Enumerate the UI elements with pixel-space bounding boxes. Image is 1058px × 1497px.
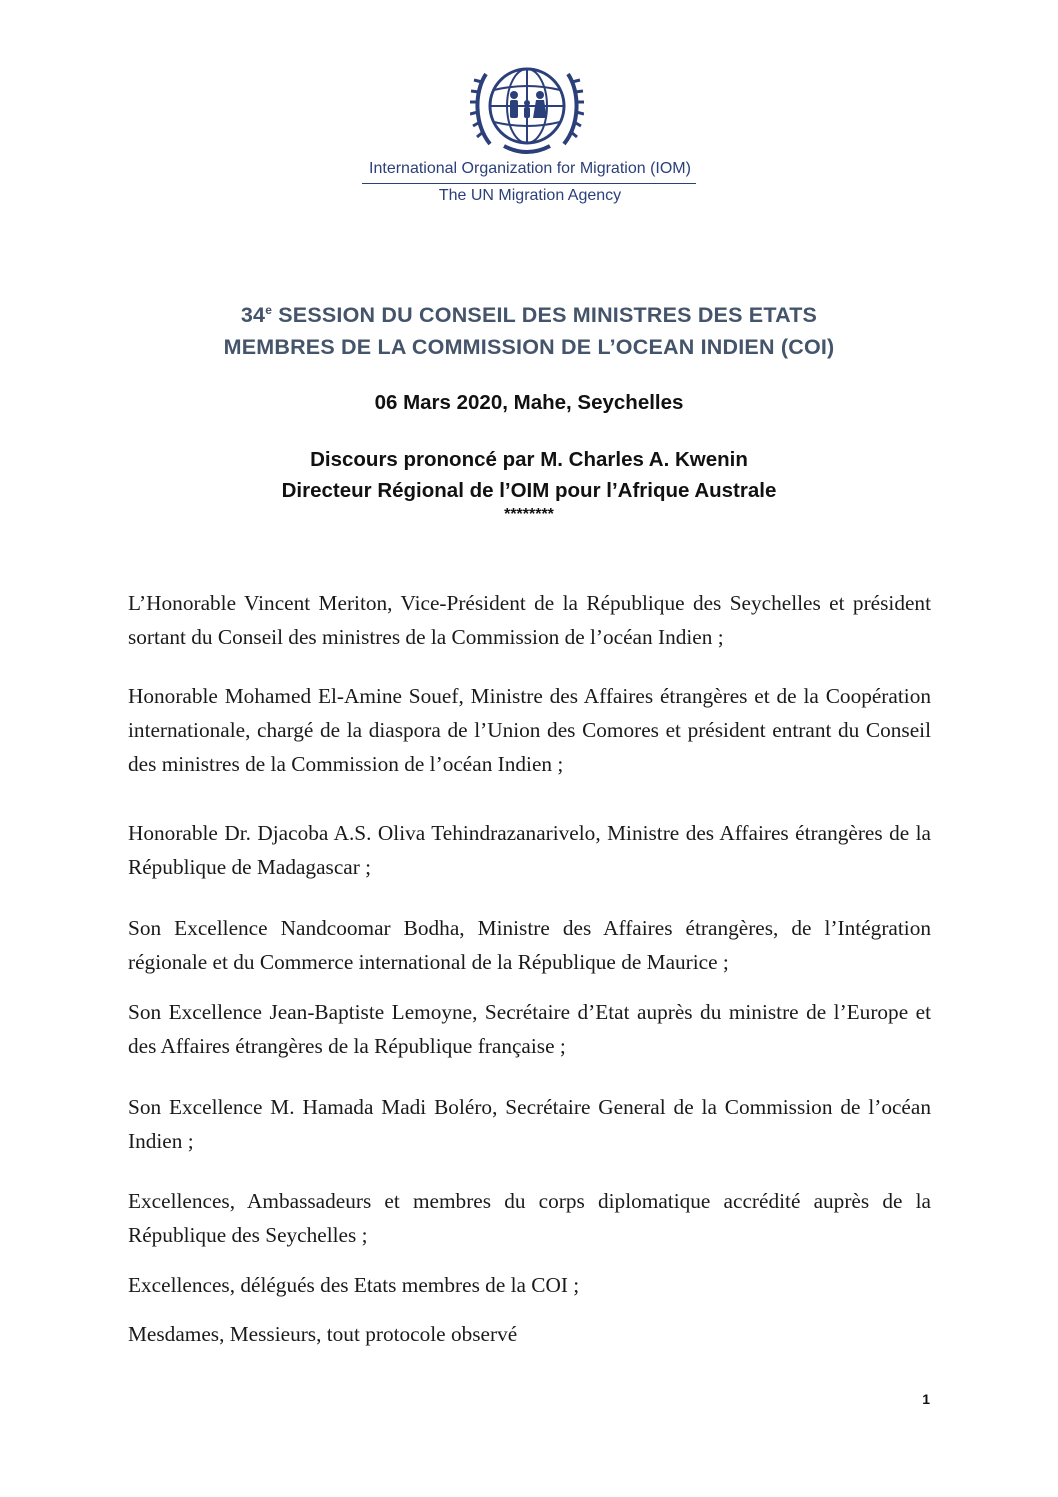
session-title-line1	[100, 303, 958, 328]
paragraph-4: Son Excellence Nandcoomar Bodha, Ministre des Affaires étrangères, de l’Intégration régionale et du Commerce international de la République de Maurice ;	[128, 916, 931, 974]
paragraph-7: Excellences, Ambassadeurs et membres du corps diplomatique accrédité auprès de la République des Seychelles ;	[128, 1189, 931, 1247]
iom-logo-icon	[470, 62, 584, 158]
session-title-line2: MEMBRES DE LA COMMISSION DE L’OCEAN INDIEN (COI)	[223, 335, 835, 359]
paragraph-2: Honorable Mohamed El-Amine Souef, Ministre des Affaires étrangères et de la Coopération internationale, chargé de la diaspora de l’Union des Comores et président entrant du Conseil des ministres de la Commission de l’océan Indien ;	[128, 684, 931, 776]
speaker-line: Discours prononcé par M. Charles A. Kwenin	[310, 448, 748, 471]
separator: ********	[504, 506, 554, 523]
org-divider	[362, 183, 696, 184]
session-number: 34	[240, 303, 266, 328]
org-name: International Organization for Migration (IOM)	[369, 160, 691, 177]
org-tagline: The UN Migration Agency	[438, 187, 622, 204]
speaker-title: Directeur Régional de l’OIM pour l’Afrique Australe	[281, 479, 777, 502]
date-line: 06 Mars 2020, Mahe, Seychelles	[374, 391, 684, 414]
session-title-line1-text: SESSION DU CONSEIL DES MINISTRES DES ETATS	[272, 303, 818, 328]
page-number: 1	[922, 1391, 930, 1407]
paragraph-5: Son Excellence Jean-Baptiste Lemoyne, Secrétaire d’Etat auprès du ministre de l’Europe et des Affaires étrangères de la République française ;	[128, 1000, 931, 1058]
paragraph-8: Excellences, délégués des Etats membres de la COI ;	[128, 1273, 580, 1297]
session-number-suffix: e	[265, 303, 273, 317]
paragraph-1: L’Honorable Vincent Meriton, Vice-Président de la République des Seychelles et président sortant du Conseil des ministres de la Commission de l’océan Indien ;	[128, 591, 931, 649]
paragraph-3: Honorable Dr. Djacoba A.S. Oliva Tehindrazanarivelo, Ministre des Affaires étrangères de la République de Madagascar ;	[128, 821, 931, 879]
paragraph-6: Son Excellence M. Hamada Madi Boléro, Secrétaire General de la Commission de l’océan Indien ;	[128, 1095, 931, 1153]
paragraph-9: Mesdames, Messieurs, tout protocole observé	[128, 1322, 518, 1346]
